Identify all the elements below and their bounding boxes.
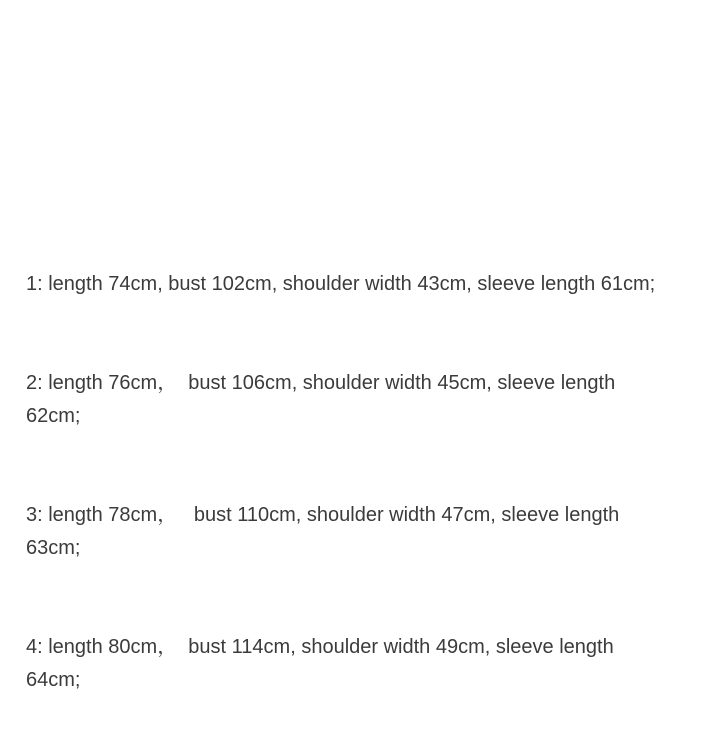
size-line-2: 2: length 76cm， bust 106cm, shoulder width 45cm, sleeve length 62cm; xyxy=(26,372,621,427)
size-line-3: 3: length 78cm， bust 110cm, shoulder width 47cm, sleeve length 63cm; xyxy=(26,504,625,559)
size-line-4: 4: length 80cm， bust 114cm, shoulder width 49cm, sleeve length 64cm; xyxy=(26,636,620,691)
size-chart-text xyxy=(26,202,666,730)
size-line-1: 1: length 74cm, bust 102cm, shoulder width 43cm, sleeve length 61cm; xyxy=(26,273,656,295)
